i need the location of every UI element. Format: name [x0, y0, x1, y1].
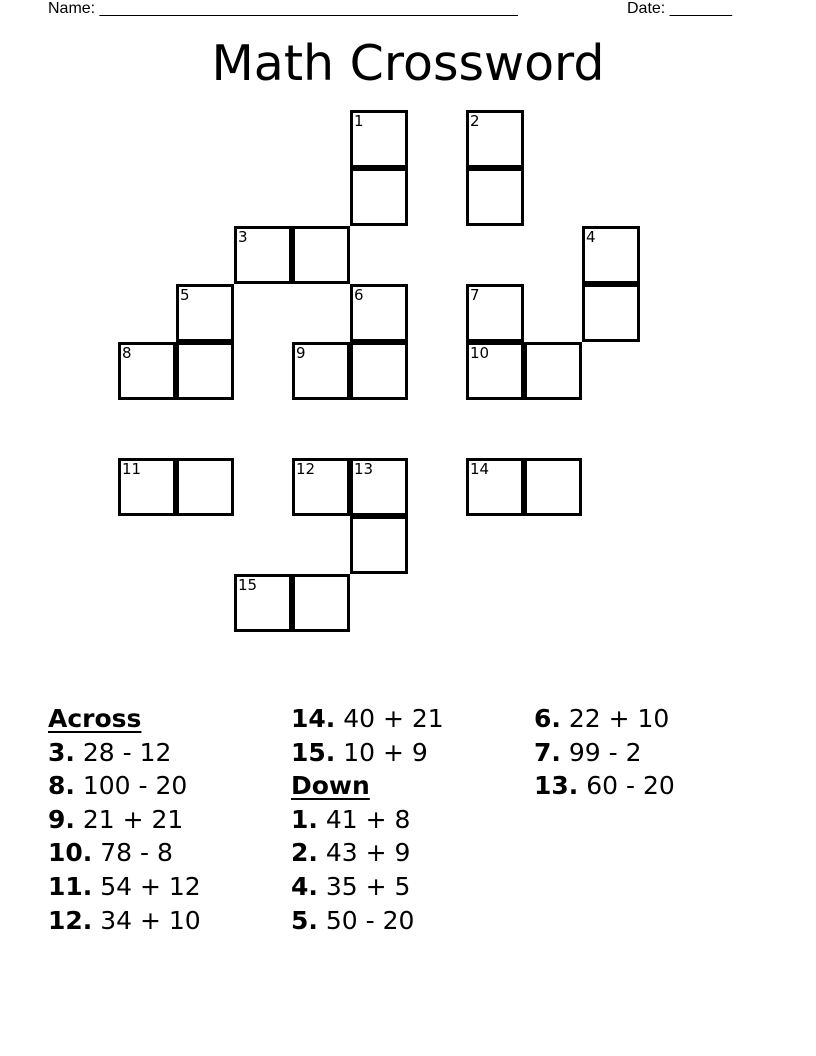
clue-item — [534, 736, 675, 770]
down-heading: Down — [291, 771, 370, 801]
clue-item — [291, 736, 444, 770]
grid-cell[interactable] — [350, 516, 408, 574]
clue-column-3 — [534, 702, 675, 803]
page-title: Math Crossword — [211, 35, 605, 92]
grid-cell[interactable] — [350, 342, 408, 400]
clue-number: 11. — [48, 871, 93, 901]
clue-text: 41 + 8 — [325, 804, 411, 834]
grid-cell[interactable] — [466, 110, 524, 168]
cell-number: 1 — [354, 112, 364, 130]
grid-cell[interactable] — [582, 284, 640, 342]
clue-text: 100 - 20 — [82, 771, 188, 801]
clue-text: 43 + 9 — [325, 838, 411, 868]
clue-number: 4. — [291, 871, 318, 901]
grid-cell[interactable] — [466, 168, 524, 226]
clue-item — [291, 904, 444, 938]
clue-text: 99 - 2 — [568, 737, 642, 767]
clue-text: 35 + 5 — [325, 871, 411, 901]
grid-cell[interactable] — [466, 342, 524, 400]
clue-text: 28 - 12 — [82, 737, 172, 767]
clue-column-1 — [48, 702, 201, 937]
clue-text: 40 + 21 — [343, 704, 444, 733]
grid-cell[interactable] — [350, 284, 408, 342]
grid-cell[interactable] — [234, 226, 292, 284]
clue-number: 14. — [291, 704, 336, 733]
clue-text: 34 + 10 — [100, 905, 201, 935]
clue-number: 10. — [48, 838, 93, 868]
clue-item — [48, 769, 201, 803]
clue-item — [534, 769, 675, 803]
clue-text: 78 - 8 — [100, 838, 173, 868]
grid-cell[interactable] — [350, 458, 408, 516]
clue-text: 60 - 20 — [586, 771, 675, 801]
cell-number: 15 — [238, 576, 258, 594]
grid-cell[interactable] — [582, 226, 640, 284]
clue-item — [291, 702, 444, 736]
grid-cell[interactable] — [350, 110, 408, 168]
clue-number: 9. — [48, 804, 75, 834]
clue-number: 6. — [534, 704, 561, 733]
cell-number: 4 — [586, 228, 596, 246]
cell-number: 9 — [296, 344, 306, 362]
clue-column-2 — [291, 702, 444, 937]
clue-item — [48, 870, 201, 904]
name-field-line: Name: _______________________________________________ — [48, 0, 518, 17]
grid-cell[interactable] — [176, 342, 234, 400]
grid-cell[interactable] — [524, 342, 582, 400]
cell-number: 11 — [122, 460, 142, 478]
cell-number: 2 — [470, 112, 480, 130]
cell-number: 8 — [122, 344, 132, 362]
clue-item — [48, 736, 201, 770]
clue-number: 13. — [534, 771, 579, 801]
clue-item — [48, 803, 201, 837]
clue-item — [291, 870, 444, 904]
clue-number: 3. — [48, 737, 75, 767]
grid-cell[interactable] — [118, 458, 176, 516]
grid-cell[interactable] — [176, 284, 234, 342]
cell-number: 10 — [470, 344, 490, 362]
clue-number: 5. — [291, 905, 318, 935]
grid-cell[interactable] — [292, 226, 350, 284]
cell-number: 7 — [470, 286, 480, 304]
clue-item — [48, 836, 201, 870]
clue-item — [48, 904, 201, 938]
clue-text: 22 + 10 — [568, 704, 670, 733]
clue-number: 8. — [48, 771, 75, 801]
clue-number: 7. — [534, 737, 561, 767]
clue-number: 1. — [291, 804, 318, 834]
grid-cell[interactable] — [292, 342, 350, 400]
clue-text: 10 + 9 — [343, 737, 428, 767]
grid-cell[interactable] — [176, 458, 234, 516]
date-field-line: Date: _______ — [627, 0, 732, 17]
grid-cell[interactable] — [292, 574, 350, 632]
cell-number: 13 — [354, 460, 374, 478]
clue-item — [291, 803, 444, 837]
grid-cell[interactable] — [466, 458, 524, 516]
cell-number: 6 — [354, 286, 364, 304]
clue-number: 15. — [291, 737, 336, 767]
grid-cell[interactable] — [234, 574, 292, 632]
clue-item — [291, 836, 444, 870]
cell-number: 3 — [238, 228, 248, 246]
clue-text: 54 + 12 — [100, 871, 201, 901]
clue-number: 12. — [48, 905, 93, 935]
grid-cell[interactable] — [292, 458, 350, 516]
grid-cell[interactable] — [466, 284, 524, 342]
across-heading: Across — [48, 704, 142, 733]
grid-cell[interactable] — [118, 342, 176, 400]
clue-text: 50 - 20 — [325, 905, 415, 935]
grid-cell[interactable] — [524, 458, 582, 516]
grid-cell[interactable] — [350, 168, 408, 226]
clue-text: 21 + 21 — [82, 804, 184, 834]
clue-item — [534, 702, 675, 736]
clue-number: 2. — [291, 838, 318, 868]
cell-number: 14 — [470, 460, 490, 478]
cell-number: 12 — [296, 460, 316, 478]
cell-number: 5 — [180, 286, 190, 304]
